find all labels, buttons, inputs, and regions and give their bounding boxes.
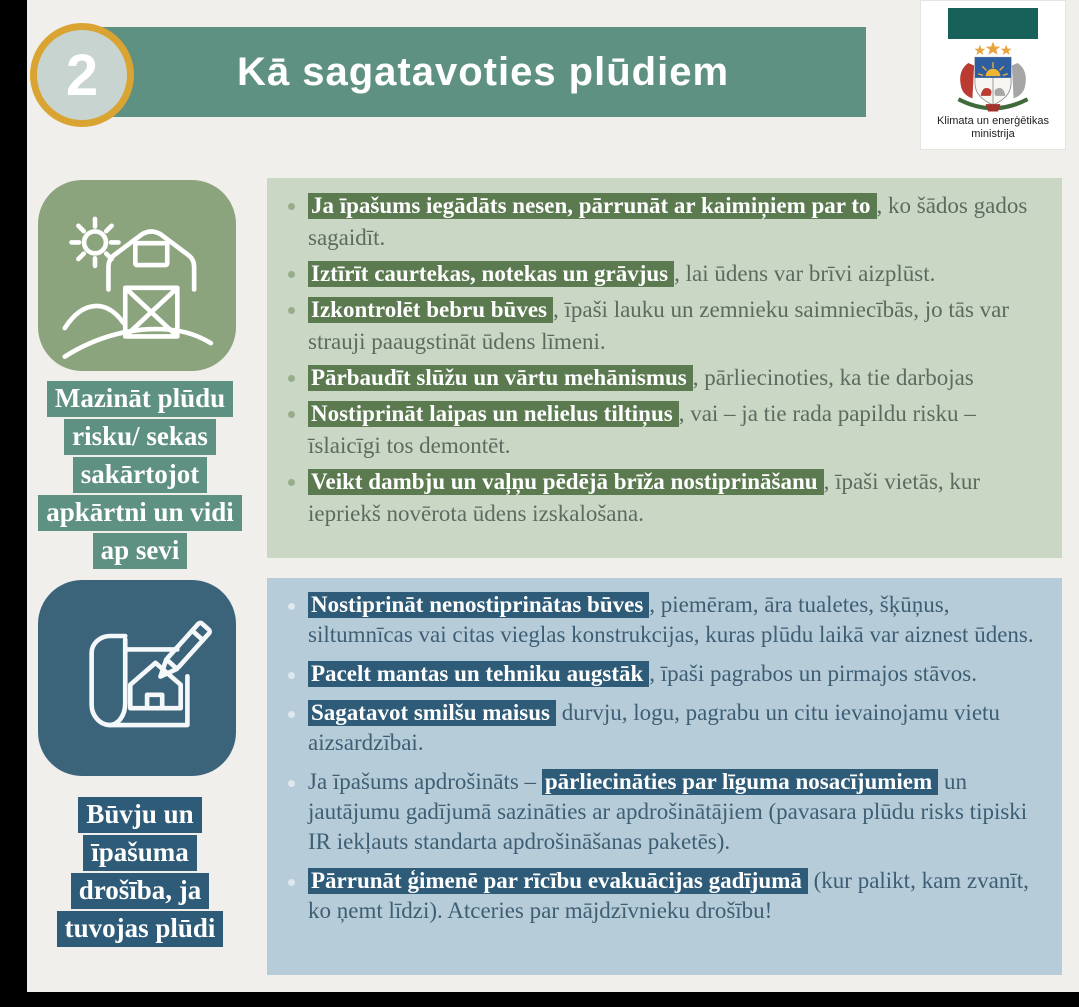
label-line: īpašuma <box>83 835 197 871</box>
label-line: sakārtojot <box>73 457 207 493</box>
bullet-icon <box>288 271 295 278</box>
section-environment-label <box>27 381 253 571</box>
page-title: Kā sagatavoties plūdiem <box>236 49 730 94</box>
section-property-label <box>27 797 253 949</box>
logo-green-block <box>948 8 1038 39</box>
label-line: Mazināt plūdu <box>47 381 233 417</box>
label-line: ap sevi <box>93 533 188 569</box>
infographic-page <box>27 0 1079 992</box>
ministry-name-line1: Klimata un enerģētikas <box>937 115 1049 127</box>
panel-reduce-flood-risk <box>267 178 1062 558</box>
bullet-icon <box>288 479 295 486</box>
bullet-icon <box>288 879 295 886</box>
label-line: tuvojas plūdi <box>57 911 224 947</box>
bullet-icon <box>288 307 295 314</box>
panel-property-safety <box>267 578 1062 975</box>
latvia-coat-of-arms-icon <box>941 40 1045 114</box>
list-item: Pārbaudīt slūžu un vārtu mehānismus , pārliecinoties, ka tie darbojas <box>281 362 1044 394</box>
bullet-icon <box>288 711 295 718</box>
bullet-list <box>281 590 1044 926</box>
bullet-icon <box>288 603 295 610</box>
list-item: Nostiprināt laipas un nelielus tiltiņus , vai – ja tie rada papildu risku – īslaicīgi tos demontēt. <box>281 398 1044 462</box>
label-line: drošība, ja <box>71 873 210 909</box>
ministry-logo <box>920 0 1066 150</box>
list-item: Ja īpašums iegādāts nesen, pārrunāt ar kaimiņiem par to , ko šādos gados sagaidīt. <box>281 190 1044 254</box>
blueprint-pencil-house-icon <box>53 594 221 762</box>
list-item: Pārrunāt ģimenē par rīcību evakuācijas gadījumā (kur palikt, kam zvanīt, ko ņemt līdzi). Atceries par mājdzīvnieku drošību! <box>281 866 1044 926</box>
label-line: risku/ sekas <box>64 419 216 455</box>
bullet-icon <box>288 672 295 679</box>
bullet-icon <box>288 203 295 210</box>
list-item: Sagatavot smilšu maisus durvju, logu, pagrabu un citu ievainojamu vietu aizsardzībai. <box>281 698 1044 758</box>
label-line: apkārtni un vidi <box>38 495 242 531</box>
list-item: Veikt dambju un vaļņu pēdējā brīža nostiprināšanu , īpaši vietās, kur iepriekš novērota ūdens izskalošana. <box>281 466 1044 530</box>
ministry-name <box>937 115 1049 141</box>
list-item: Nostiprināt nenostiprinātas būves , piemēram, āra tualetes, šķūņus, siltumnīcas vai citas vieglas konstrukcijas, kuras plūdu laikā var aiznest ūdens. <box>281 590 1044 650</box>
list-item: Iztīrīt caurtekas, notekas un grāvjus , lai ūdens var brīvi aizplūst. <box>281 258 1044 290</box>
barn-farm-icon <box>53 192 221 360</box>
ministry-name-line2: ministrija <box>971 128 1015 140</box>
list-item: Izkontrolēt bebru būves , īpaši lauku un zemnieku saimniecībās, jo tās var strauji paaugstināt ūdens līmeni. <box>281 294 1044 358</box>
bullet-icon <box>288 780 295 787</box>
section-environment-tile <box>38 180 236 371</box>
label-line: Būvju un <box>78 797 201 833</box>
title-bar <box>100 27 866 117</box>
list-item: Ja īpašums apdrošināts – pārliecināties par līguma nosacījumiem un jautājumu gadījumā sazināties ar apdrošinātājiem (pavasara plūdu risks tipiski IR iekļauts standarta apdrošināšanas paketēs). <box>281 767 1044 857</box>
bullet-list <box>281 190 1044 530</box>
step-number: 2 <box>65 42 99 108</box>
section-property-tile <box>38 580 236 776</box>
step-number-badge <box>30 23 134 127</box>
bullet-icon <box>288 411 295 418</box>
bullet-icon <box>288 375 295 382</box>
list-item: Pacelt mantas un tehniku augstāk , īpaši pagrabos un pirmajos stāvos. <box>281 659 1044 689</box>
